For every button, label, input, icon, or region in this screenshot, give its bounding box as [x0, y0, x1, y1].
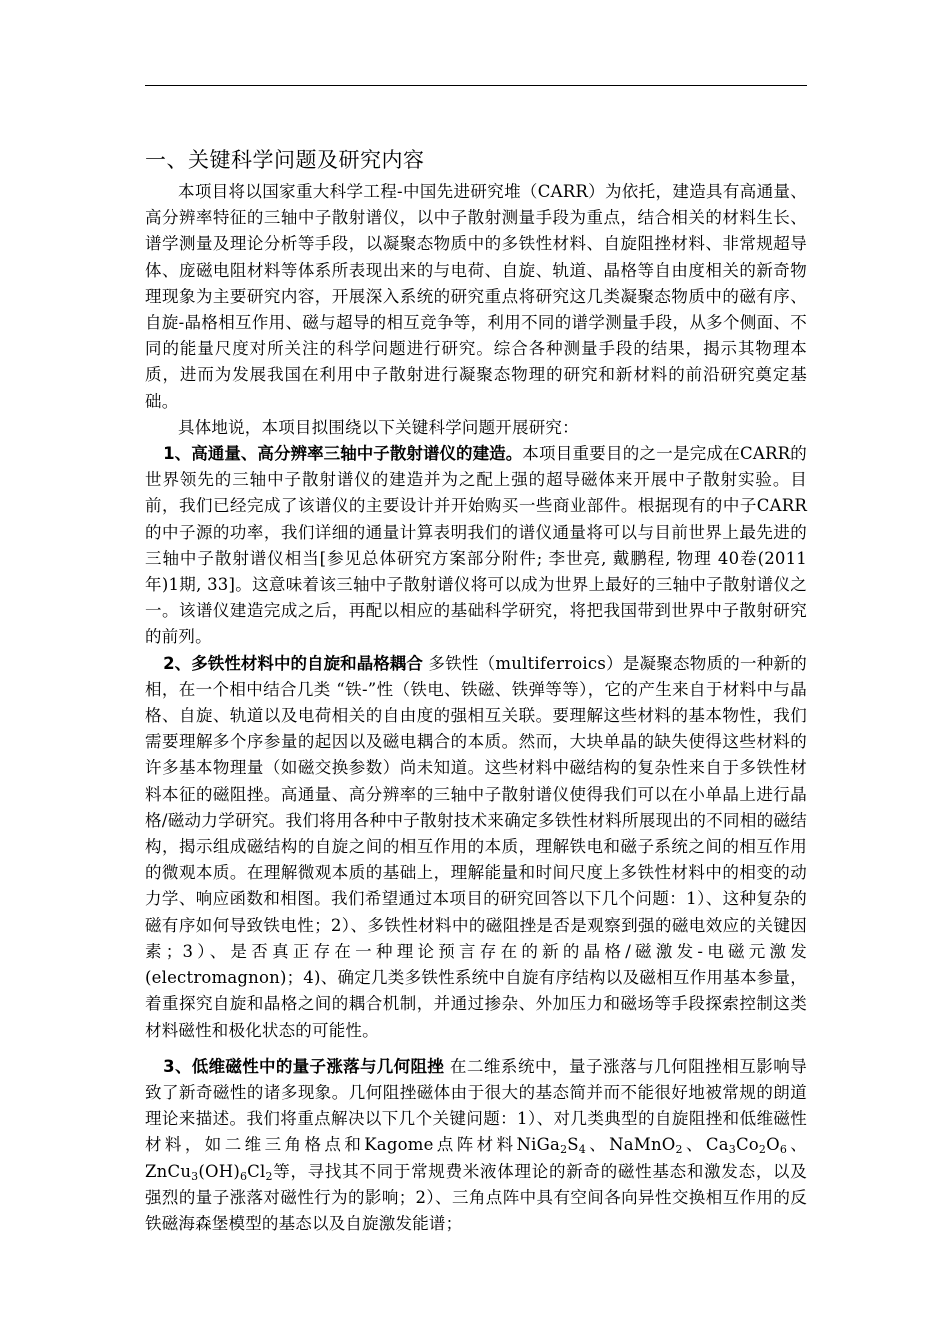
item-1-heading: 1、高通量、高分辨率三轴中子散射谱仪的建造。	[163, 444, 523, 464]
formula-nigas: $NiGa_2S_4$	[516, 1135, 586, 1157]
item-3-body-a: 在二维系统中，量子涨落与几何阻挫相互影响导致了新奇磁性的诸多现象。几何阻挫磁体由于很大的基态简并而不能很好地被常规的朗道理论来描述。我们将重点解决以下几个关键问题：1）、对几类典型的自旋阻挫和低维磁性材料，如二维三角格点和Kagome点阵材料	[145, 1056, 807, 1155]
header-rule	[145, 85, 807, 86]
item-1-body: 本项目重要目的之一是完成在CARR的世界领先的三轴中子散射谱仪的建造并为之配上强的超导磁体来开展中子散射实验。目前，我们已经完成了该谱仪的主要设计并开始购买一些商业部件。根据现有的中子CARR的中子源的功率，我们详细的通量计算表明我们的谱仪通量将可以与目前世界上最先进的三轴中子散射谱仪相当[参见总体研究方案部分附件; 李世亮, 戴鹏程, 物理 40卷(2011年)1期, 33]。这意味着该三轴中子散射谱仪将可以成为世界上最好的三轴中子散射谱仪之一。该谱仪建造完成之后，再配以相应的基础科学研究，将把我国带到世界中子散射研究的前列。	[145, 444, 807, 647]
formula-cacoo: $Ca_3Co_2O_6$	[705, 1135, 788, 1157]
intro-paragraph: 本项目将以国家重大科学工程-中国先进研究堆（CARR）为依托，建造具有高通量、高分辨率特征的三轴中子散射谱仪，以中子散射测量手段为重点，结合相关的材料生长、谱学测量及理论分析等手段，以凝聚态物质中的多铁性材料、自旋阻挫材料、非常规超导体、庞磁电阻材料等体系所表现出来的与电荷、自旋、轨道、晶格等自由度相关的新奇物理现象为主要研究内容，开展深入系统的研究重点将研究这几类凝聚态物质中的磁有序、自旋-晶格相互作用、磁与超导的相互竞争等，利用不同的谱学测量手段，从多个侧面、不同的能量尺度对所关注的科学问题进行研究。综合各种测量手段的结果，揭示其物理本质，进而为发展我国在利用中子散射进行凝聚态物理的研究和新材料的前沿研究奠定基础。	[145, 182, 807, 411]
item-2-heading: 2、多铁性材料中的自旋和晶格耦合	[163, 653, 423, 673]
intro-lead-paragraph: 具体地说，本项目拟围绕以下关键科学问题开展研究：	[178, 417, 579, 437]
item-3-heading: 3、低维磁性中的量子涨落与几何阻挫	[163, 1056, 445, 1076]
item-2-body: 多铁性（multiferroics）是凝聚态物质的一种新的相，在一个相中结合几类 “铁-”性（铁电、铁磁、铁弹等等），它的产生来自于材料中与晶格、自旋、轨道以及电荷相关的自由度的强相互关联。要理解这些材料的基本物性，我们需要理解多个序参量的起因以及磁电耦合的本质。然而，大块单晶的缺失使得这些材料的许多基本物理量（如磁交换参数）尚未知道。这些材料中磁结构的复杂性来自于多铁性材料本征的磁阻挫。高通量、高分辨率的三轴中子散射谱仪使得我们可以在小单晶上进行晶格/磁动力学研究。我们将用各种中子散射技术来确定多铁性材料所展现出的不同相的磁结构，揭示组成磁结构的自旋之间的相互作用的本质，理解铁电和磁子系统之间的相互作用的微观本质。在理解微观本质的基础上，理解能量和时间尺度上多铁性材料中的相变的动力学、响应函数和相图。我们希望通过本项目的研究回答以下几个问题：1）、这种复杂的磁有序如何导致铁电性；2）、多铁性材料中的磁阻挫是否是观察到强的磁电效应的关键因素；3）、是否真正存在一种理论预言存在的新的晶格/磁激发-电磁元激发(electromagnon)；4)、确定几类多铁性系统中自旋有序结构以及磁相互作用基本参量，着重探究自旋和晶格之间的耦合机制，并通过掺杂、外加压力和磁场等手段探索控制这类材料磁性和极化状态的可能性。	[145, 653, 807, 1040]
item-3-body-b: 等，寻找其不同于常规费米液体理论的新奇的磁性基态和激发态，以及强烈的量子涨落对磁性行为的影响；2）、三角点阵中具有空间各向异性交换相互作用的反铁磁海森堡模型的基态以及自旋激发能谱；	[145, 1161, 807, 1233]
item-1-paragraph	[145, 441, 807, 651]
formula-namno: NaMnO$_2$	[609, 1135, 683, 1157]
formula-zncuohcl: $ZnCu_3(OH)_6Cl_2$	[145, 1161, 273, 1183]
document-body	[145, 145, 807, 1237]
section-title: 一、关键科学问题及研究内容	[145, 148, 425, 172]
item-3-paragraph: 3、低维磁性中的量子涨落与几何阻挫 在二维系统中，量子涨落与几何阻挫相互影响导致了新奇磁性的诸多现象。几何阻挫磁体由于很大的基态简并而不能很好地被常规的朗道理论来描述。我们将重点解决以下几个关键问题：1）、对几类典型的自旋阻挫和低维磁性材料，如二维三角格点和Kagome点阵材料$NiGa_2S_4$、NaMnO$_2$、$Ca_3Co_2O_6$、$ZnCu_3(OH)_6Cl_2$等，寻找其不同于常规费米液体理论的新奇的磁性基态和激发态，以及强烈的量子涨落对磁性行为的影响；2）、三角点阵中具有空间各向异性交换相互作用的反铁磁海森堡模型的基态以及自旋激发能谱；	[145, 1056, 807, 1233]
item-2-paragraph	[145, 651, 807, 1044]
